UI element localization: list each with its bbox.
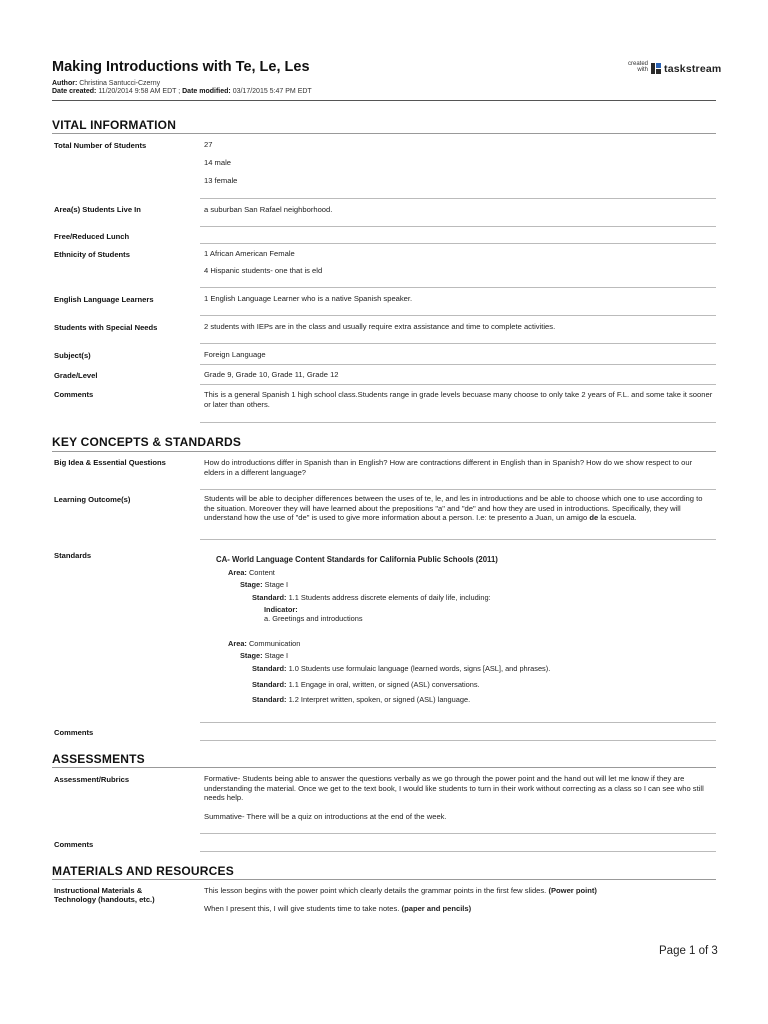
row-divider [200,364,716,365]
standard-word: Standard: [252,680,287,689]
row-divider [200,740,716,741]
section-divider [52,451,716,452]
key-comments-label: Comments [54,728,94,737]
author-label: Author: [52,80,78,87]
standards-label: Standards [54,551,92,560]
indicator-word: Indicator: [264,605,298,614]
date-modified-label: Date modified: [182,88,231,95]
area-value: a suburban San Rafael neighborhood. [204,205,333,214]
logo-created-text [622,61,648,73]
special-needs-value: 2 students with IEPs are in the class and usually require extra assistance and time to complete activities. [204,322,556,331]
section-divider [52,133,716,134]
logo-created-word: created [627,61,648,67]
standard-area-2 [228,639,300,648]
standard-3 [252,680,480,689]
logo-with-word: with [637,67,648,73]
stage-word: Stage: [240,580,263,589]
standard-word: Standard: [252,664,287,673]
section-divider [52,767,716,768]
row-divider [200,833,716,834]
standard-stage-1 [240,580,288,589]
standard-2-value: 1.0 Students use formulaic language (learned words, signs [ASL], and phrases). [288,664,551,673]
page-title: Making Introductions with Te, Le, Les [52,59,310,75]
row-divider [200,343,716,344]
rubrics-label: Assessment/Rubrics [54,775,130,784]
male-count: 14 male [204,158,232,167]
standard-4-value: 1.2 Interpret written, spoken, or signed (ASL) language. [288,695,471,704]
section-divider [52,879,716,880]
logo-brand: taskstream [664,63,722,75]
outcome-text: Students will be able to decipher differences between the uses of te, le, and les in introductions and be able to choose which one to use according to the situation. Moreover they will have learned about the prepositions "a" and "de" and how they are used in introductions. Specifically, they will understand how the use of "de" is used to give more information about a person. I.e: te presento a Juan, un amigo [204,494,703,523]
taskstream-icon [651,63,661,74]
standard-1 [252,593,491,602]
special-needs-label: Students with Special Needs [54,323,158,332]
standards-title: CA- World Language Content Standards for California Public Schools (2011) [216,555,498,564]
big-idea-value: How do introductions differ in Spanish than in English? How are contractions different in English than in Spanish? How do we show respect to our elders in a different language? [204,458,693,477]
date-created: 11/20/2014 9:58 AM EDT [98,88,177,95]
stage-word: Stage: [240,651,263,660]
summative-text: Summative- There will be a quiz on introductions at the end of the week. [204,812,447,821]
lunch-label: Free/Reduced Lunch [54,232,130,241]
grade-value: Grade 9, Grade 10, Grade 11, Grade 12 [204,370,339,379]
ethnicity-line-1: 1 African American Female [204,249,295,258]
dates-line: Date created: 11/20/2014 9:58 AM EDT ; Date modified: 03/17/2015 5:47 PM EDT [52,88,312,95]
materials-line-1-bold: (Power point) [548,886,597,895]
formative-text: Formative- Students being able to answer the questions verbally as we go through the power point and the hand out will let me know if they are understanding the material. Once we get to the text book, I would like students to turn in their work without correcting as a class so I can see who still needs help. [204,774,704,803]
outcome-tail: la escuela. [600,513,637,523]
outcome-bold: de [589,513,599,523]
row-divider [200,539,716,540]
comments-value: This is a general Spanish 1 high school class.Students range in grade levels becuase many choose to only take 2 years of F.L. and some take it sooner or later than others. [204,390,713,409]
ethnicity-label: Ethnicity of Students [54,250,130,259]
total-students-value: 27 [204,140,213,149]
female-count: 13 female [204,176,238,185]
standard-2 [252,664,550,673]
materials-line-1-text: This lesson begins with the power point which clearly details the grammar points in the first few slides. [204,886,547,895]
section-heading-key: KEY CONCEPTS & STANDARDS [52,435,242,449]
area-word: Area: [228,639,247,648]
stage-2-value: Stage I [264,651,289,660]
materials-line-2-bold: (paper and pencils) [401,904,472,913]
grade-label: Grade/Level [54,371,98,380]
comments-label: Comments [54,390,94,399]
materials-line-2-text: When I present this, I will give students time to take notes. [204,904,400,913]
outcome-value [204,494,714,523]
area-word: Area: [228,568,247,577]
materials-line-1 [204,886,714,896]
standard-area-1 [228,568,275,577]
stage-1-value: Stage I [264,580,289,589]
ell-label: English Language Learners [54,295,154,304]
section-heading-vital: VITAL INFORMATION [52,118,177,132]
indicator-1-value: a. Greetings and introductions [264,614,363,623]
assess-comments-label: Comments [54,840,94,849]
row-divider [200,226,716,227]
row-divider [200,384,716,385]
subject-value: Foreign Language [204,350,266,359]
author-line [52,80,160,88]
section-heading-materials: MATERIALS AND RESOURCES [52,864,234,878]
date-modified: 03/17/2015 5:47 PM EDT [232,88,312,95]
row-divider [200,243,716,244]
indicator-1 [264,605,298,614]
outcome-label: Learning Outcome(s) [54,495,131,504]
subject-label: Subject(s) [54,351,91,360]
row-divider [200,287,716,288]
section-heading-assessments: ASSESSMENTS [52,752,145,766]
area-label: Area(s) Students Live In [54,205,141,214]
area-2-value: Communication [248,639,301,648]
standard-word: Standard: [252,593,287,602]
row-divider [200,489,716,490]
materials-line-2 [204,904,714,914]
row-divider [200,315,716,316]
standard-stage-2 [240,651,288,660]
ell-value: 1 English Language Learner who is a native Spanish speaker. [204,294,413,303]
standard-3-value: 1.1 Engage in oral, written, or signed (ASL) conversations. [288,680,480,689]
header-divider [52,100,716,101]
page-number: Page 1 of 3 [659,945,718,957]
row-divider [200,198,716,199]
standard-word: Standard: [252,695,287,704]
standard-4 [252,695,470,704]
instr-materials-label: Instructional Materials & Technology (handouts, etc.) [54,886,155,904]
area-1-value: Content [248,568,275,577]
big-idea-label: Big Idea & Essential Questions [54,458,166,467]
date-created-label: Date created: [52,88,97,95]
author-name: Christina Santucci-Czerny [79,80,161,87]
row-divider [200,422,716,423]
ethnicity-line-2: 4 Hispanic students- one that is eld [204,266,323,275]
row-divider [200,722,716,723]
total-students-label: Total Number of Students [54,141,147,150]
standard-1-value: 1.1 Students address discrete elements of daily life, including: [288,593,491,602]
row-divider [200,851,716,852]
